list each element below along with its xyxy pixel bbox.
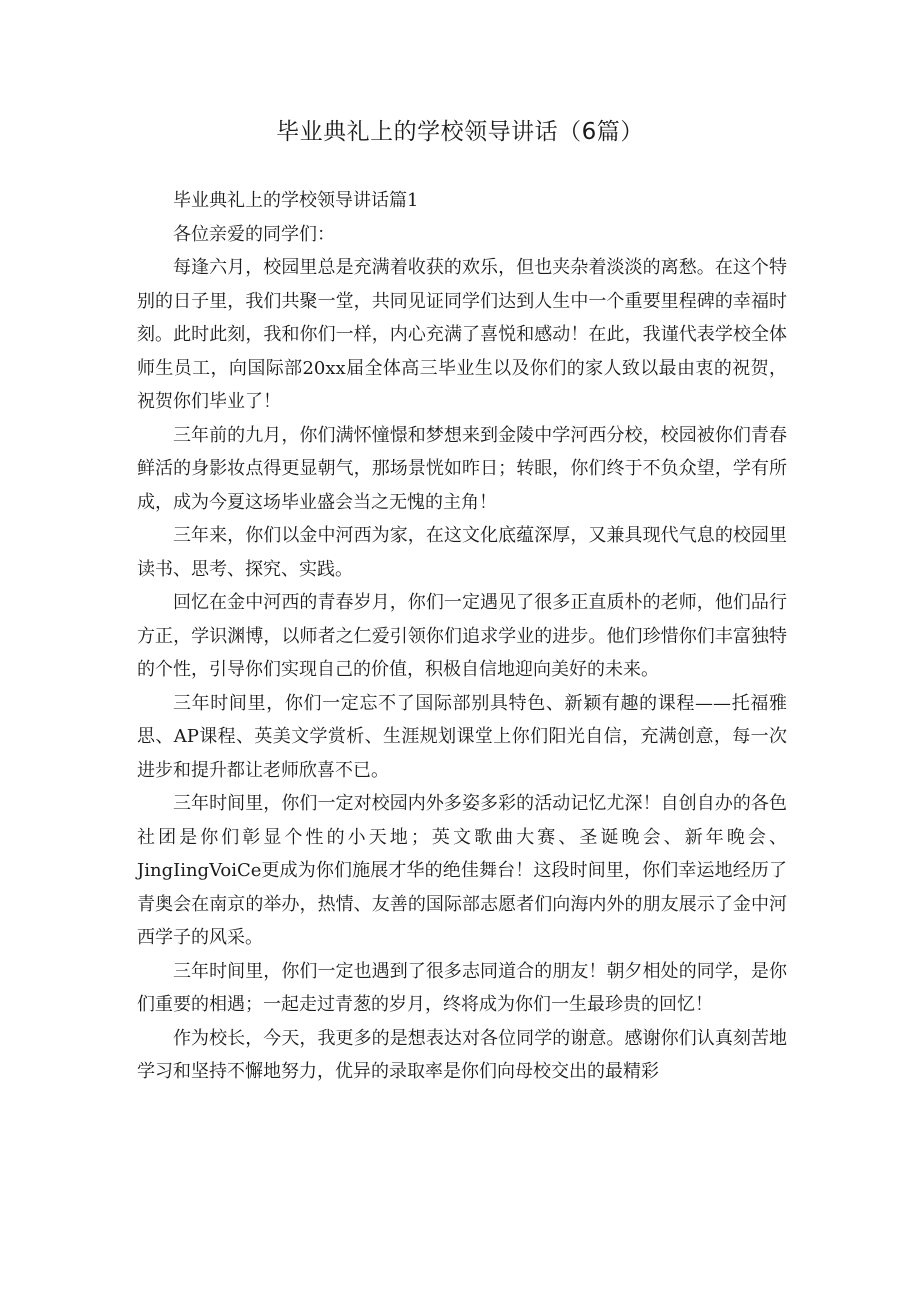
paragraph: 三年来，你们以金中河西为家，在这文化底蕴深厚，又兼具现代气息的校园里读书、思考、探究、实践。: [137, 525, 787, 580]
paragraph: 三年时间里，你们一定对校园内外多姿多彩的活动记忆尤深！自创自办的各色社团是你们彰显个性的小天地；英文歌曲大赛、圣诞晚会、新年晚会、JingIingVoiCe更成为你们施展才华的绝佳舞台！这段时间里，你们幸运地经历了青奥会在南京的举办，热情、友善的国际部志愿者们向海内外的朋友展示了金中河西学子的风采。: [137, 793, 787, 948]
paragraph: 三年时间里，你们一定忘不了国际部别具特色、新颖有趣的课程——托福雅思、AP课程、英美文学赏析、生涯规划课堂上你们阳光自信，充满创意，每一次进步和提升都让老师欣喜不已。: [137, 692, 787, 781]
document-body: [137, 184, 787, 1089]
paragraph: 三年时间里，你们一定也遇到了很多志同道合的朋友！朝夕相处的同学，是你们重要的相遇；一起走过青葱的岁月，终将成为你们一生最珍贵的回忆！: [137, 960, 787, 1015]
paragraph: 回忆在金中河西的青春岁月，你们一定遇见了很多正直质朴的老师，他们品行方正，学识渊博，以师者之仁爱引领你们追求学业的进步。他们珍惜你们丰富独特的个性，引导你们实现自己的价值，积极自信地迎向美好的未来。: [137, 592, 787, 680]
section-heading: 毕业典礼上的学校领导讲话篇1: [173, 190, 419, 211]
salutation: 各位亲爱的同学们：: [173, 223, 335, 245]
paragraph: 每逢六月，校园里总是充满着收获的欢乐，但也夹杂着淡淡的离愁。在这个特别的日子里，我们共聚一堂，共同见证同学们达到人生中一个重要里程碑的幸福时刻。此时此刻，我和你们一样，内心充满了喜悦和感动！在此，我谨代表学校全体师生员工，向国际部20xx届全体高三毕业生以及你们的家人致以最由衷的祝贺，祝贺你们毕业了！: [137, 257, 787, 412]
document-title: 毕业典礼上的学校领导讲话（6篇）: [276, 119, 644, 145]
paragraph: 作为校长，今天，我更多的是想表达对各位同学的谢意。感谢你们认真刻苦地学习和坚持不懈地努力，优异的录取率是你们向母校交出的最精彩: [137, 1027, 787, 1082]
paragraph: 三年前的九月，你们满怀憧憬和梦想来到金陵中学河西分校，校园被你们青春鲜活的身影妆点得更显朝气，那场景恍如昨日；转眼，你们终于不负众望，学有所成，成为今夏这场毕业盛会当之无愧的主角！: [137, 424, 787, 513]
